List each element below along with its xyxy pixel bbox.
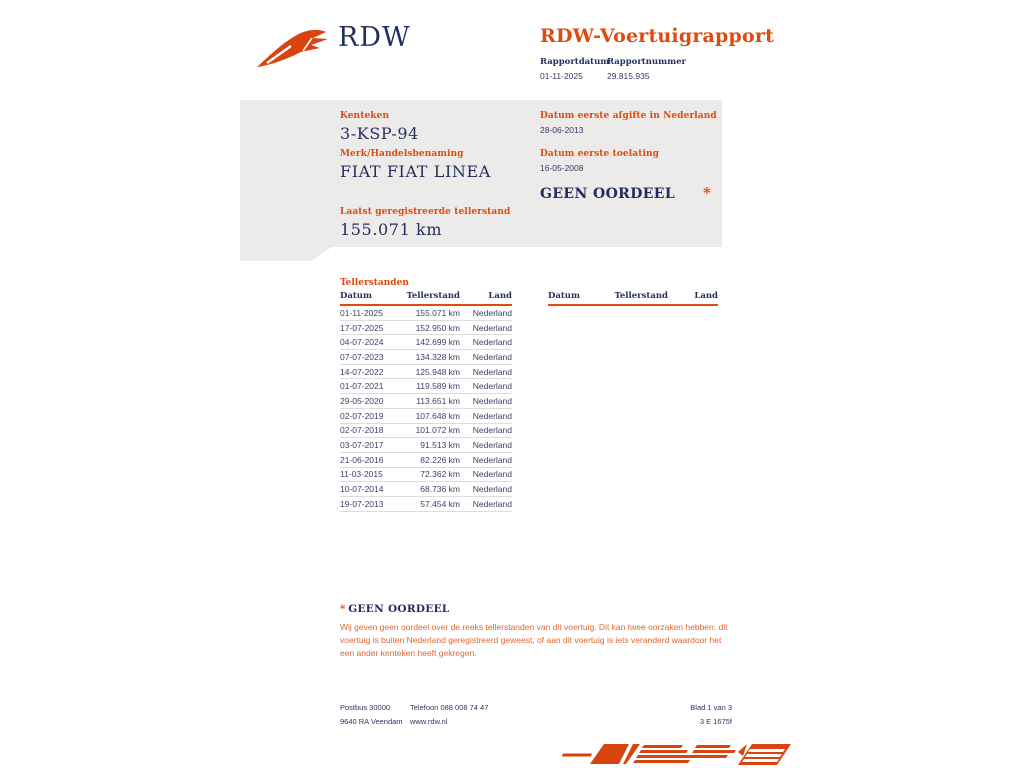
row-country: Nederland xyxy=(472,425,512,436)
row-country: Nederland xyxy=(472,395,512,406)
meter-table-left xyxy=(340,291,512,512)
verdict-text: GEEN OORDEEL xyxy=(540,186,676,202)
row-date: 29-05-2020 xyxy=(340,395,384,406)
page-footer xyxy=(340,701,732,729)
row-country: Nederland xyxy=(472,454,512,465)
row-country: Nederland xyxy=(472,484,512,495)
column-header-land: Land xyxy=(694,291,718,301)
rdw-stripes-graphic-icon xyxy=(545,741,793,768)
first-admission-value: 16-05-2008 xyxy=(540,163,584,173)
odometer-value: 155.071 km xyxy=(340,220,443,239)
table-row xyxy=(340,350,512,365)
column-header-datum: Datum xyxy=(548,291,580,301)
meter-table-right xyxy=(548,291,718,512)
row-date: 17-07-2025 xyxy=(340,322,384,333)
row-date: 01-07-2021 xyxy=(340,381,384,392)
table-row xyxy=(340,321,512,336)
report-number-label: Rapportnummer xyxy=(607,57,686,67)
kenteken-label: Kenteken xyxy=(340,111,390,121)
row-date: 21-06-2016 xyxy=(340,454,384,465)
tellerstanden-tables xyxy=(340,291,718,512)
footer-phone: Telefoon 088 008 74 47 xyxy=(410,703,489,712)
row-odometer: 107.648 km xyxy=(415,410,460,421)
meter-table-header xyxy=(548,291,718,306)
meter-table-body xyxy=(340,306,512,512)
footer-address-line1: Postbus 30000 xyxy=(340,703,391,712)
footer-page-info: Blad 1 van 3 xyxy=(690,703,732,712)
row-odometer: 91.513 km xyxy=(420,440,460,451)
row-country: Nederland xyxy=(472,469,512,480)
row-odometer: 57.454 km xyxy=(420,498,460,509)
row-country: Nederland xyxy=(472,410,512,421)
row-country: Nederland xyxy=(472,498,512,509)
row-odometer: 152.950 km xyxy=(415,322,460,333)
row-date: 03-07-2017 xyxy=(340,440,384,451)
row-odometer: 155.071 km xyxy=(415,307,460,318)
row-odometer: 113.651 km xyxy=(416,395,460,406)
column-header-land: Land xyxy=(488,291,512,301)
table-row xyxy=(340,468,512,483)
brand-wordmark: RDW xyxy=(338,22,411,53)
row-date: 02-07-2018 xyxy=(340,425,384,436)
column-header-tellerstand: Tellerstand xyxy=(406,291,460,301)
row-odometer: 82.226 km xyxy=(420,454,460,465)
column-header-tellerstand: Tellerstand xyxy=(614,291,668,301)
row-country: Nederland xyxy=(472,351,512,362)
first-issue-label: Datum eerste afgifte in Nederland xyxy=(540,111,717,121)
footnote xyxy=(340,603,734,660)
page-title: RDW-Voertuigrapport xyxy=(540,25,775,47)
report-date-label: Rapportdatum xyxy=(540,57,610,67)
report-number-value: 29.815.935 xyxy=(607,71,650,81)
row-date: 04-07-2024 xyxy=(340,337,384,348)
kenteken-value: 3-KSP-94 xyxy=(340,124,419,143)
table-row xyxy=(340,453,512,468)
footnote-text: Wij geven geen oordeel over de reeks tellerstanden van dit voertuig. Dit kan twee oorzaken hebben: dit voertuig is buiten Nederland geregistreerd geweest, of aan dit voertuig is iets veranderd waardoor het een ander kenteken heeft gekregen. xyxy=(340,622,728,658)
row-odometer: 142.699 km xyxy=(415,337,460,348)
footer-website: www.rdw.nl xyxy=(410,717,448,726)
column-header-datum: Datum xyxy=(340,291,372,301)
first-issue-value: 28-06-2013 xyxy=(540,125,584,135)
footnote-asterisk: * xyxy=(340,604,346,615)
row-country: Nederland xyxy=(472,337,512,348)
row-odometer: 134.328 km xyxy=(415,351,460,362)
odometer-label: Laatst geregistreerde tellerstand xyxy=(340,207,511,217)
table-row xyxy=(340,497,512,512)
table-row xyxy=(340,379,512,394)
table-row xyxy=(340,424,512,439)
footer-form-code: 3 E 1675f xyxy=(699,717,732,726)
row-odometer: 119.589 km xyxy=(416,381,460,392)
row-odometer: 68.736 km xyxy=(420,484,460,495)
report-meta xyxy=(540,57,686,81)
table-row xyxy=(340,409,512,424)
table-row xyxy=(340,438,512,453)
first-admission-label: Datum eerste toelating xyxy=(540,149,660,159)
row-odometer: 101.072 km xyxy=(415,425,460,436)
row-date: 14-07-2022 xyxy=(340,366,384,377)
table-row xyxy=(340,365,512,380)
row-date: 10-07-2014 xyxy=(340,484,384,495)
footer-address-line2: 9640 RA Veendam xyxy=(340,717,403,726)
merk-label: Merk/Handelsbenaming xyxy=(340,149,464,159)
row-date: 01-11-2025 xyxy=(340,307,383,318)
report-date-value: 01-11-2025 xyxy=(540,71,583,81)
row-odometer: 72.362 km xyxy=(420,469,460,480)
footnote-title: GEEN OORDEEL xyxy=(348,603,450,615)
row-country: Nederland xyxy=(472,322,512,333)
row-date: 19-07-2013 xyxy=(340,498,384,509)
row-date: 02-07-2019 xyxy=(340,410,384,421)
table-row xyxy=(340,394,512,409)
row-country: Nederland xyxy=(472,440,512,451)
row-date: 07-07-2023 xyxy=(340,351,384,362)
row-country: Nederland xyxy=(472,307,512,318)
row-odometer: 125.948 km xyxy=(415,366,460,377)
table-row xyxy=(340,335,512,350)
rdw-feather-logo-icon xyxy=(256,24,334,70)
tellerstanden-section-title: Tellerstanden xyxy=(340,278,409,288)
table-row xyxy=(340,306,512,321)
verdict-asterisk: * xyxy=(703,184,711,202)
meter-table-header xyxy=(340,291,512,306)
table-row xyxy=(340,482,512,497)
row-country: Nederland xyxy=(472,366,512,377)
merk-value: FIAT FIAT LINEA xyxy=(340,162,491,181)
row-date: 11-03-2015 xyxy=(340,469,383,480)
row-country: Nederland xyxy=(472,381,512,392)
vehicle-info-box xyxy=(240,100,722,247)
vehicle-box-tab xyxy=(240,247,332,261)
